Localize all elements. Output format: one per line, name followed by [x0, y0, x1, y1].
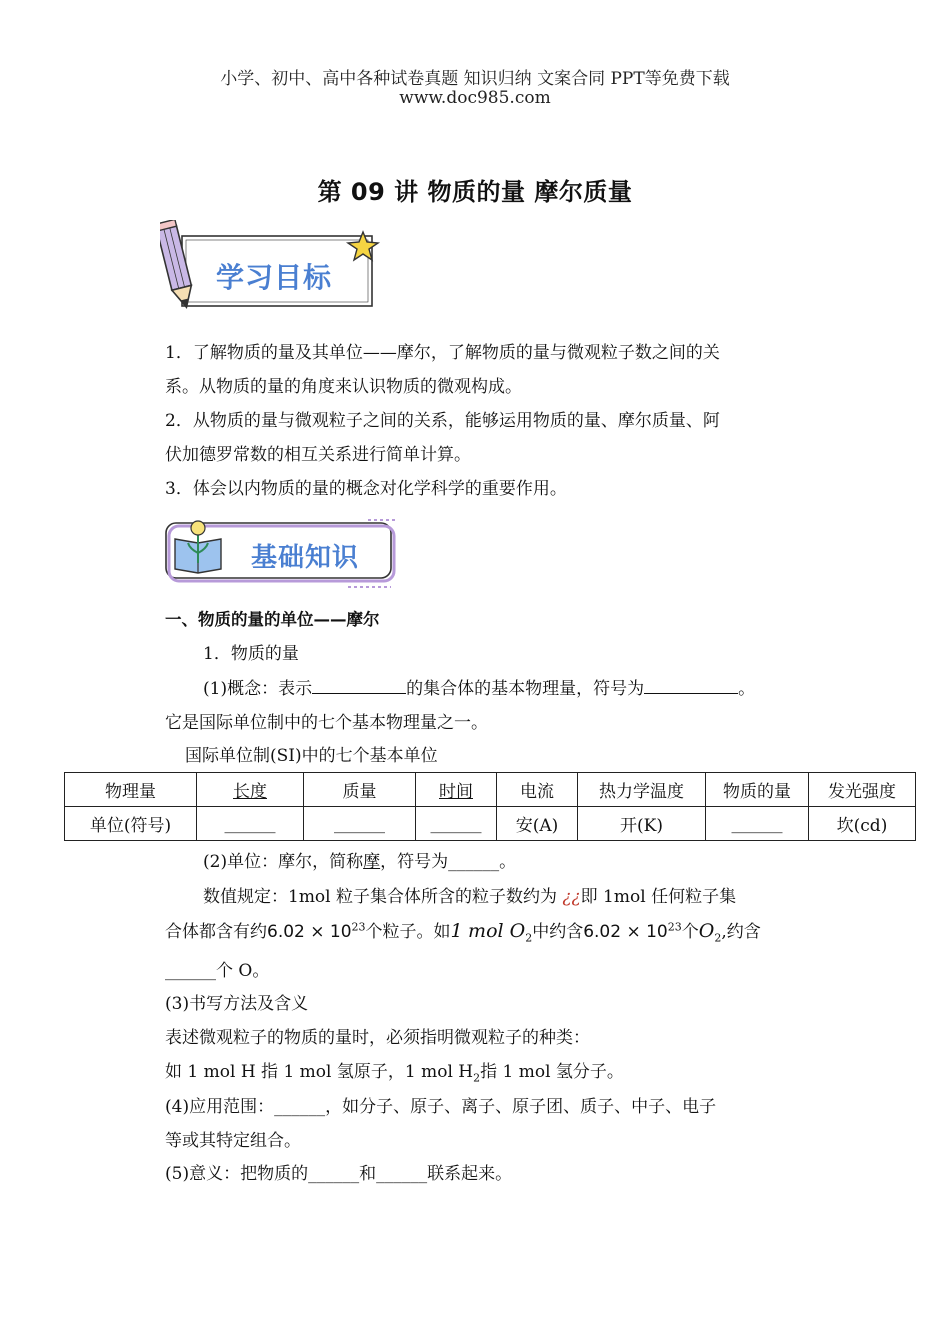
goal-line: 3．体会以内物质的量的概念对化学科学的重要作用。 — [165, 479, 567, 499]
fill-blank[interactable]: ______ — [448, 852, 500, 872]
table-caption: 国际单位制(SI)中的七个基本单位 — [185, 746, 438, 766]
goal-line: 系。从物质的量的角度来认识物质的微观构成。 — [165, 377, 522, 397]
si-units-table — [64, 772, 916, 841]
table-cell[interactable]: ______ — [706, 807, 809, 841]
subscript: 2 — [714, 931, 722, 945]
subsection-title: 1．物质的量 — [203, 644, 299, 664]
text: 和 — [359, 1164, 377, 1184]
table-cell: 物理量 — [65, 773, 197, 807]
table-cell: 质量 — [304, 773, 416, 807]
learning-goals-badge — [160, 220, 385, 315]
goal-line: 1．了解物质的量及其单位——摩尔，了解物质的量与微观粒子数之间的关 — [165, 343, 720, 363]
text: 联系起来。 — [427, 1164, 513, 1184]
avogadro-value: 6.02 × 10 — [583, 922, 668, 942]
table-cell: 开(K) — [578, 807, 706, 841]
table-cell[interactable]: ______ — [197, 807, 304, 841]
goal-line: 伏加德罗常数的相互关系进行简单计算。 — [165, 445, 471, 465]
text: (4)应用范围： — [165, 1097, 275, 1117]
table-cell: 坎(cd) — [809, 807, 916, 841]
basic-knowledge-label: 基础知识 — [251, 543, 360, 573]
unit-text-e: 。 — [499, 852, 517, 872]
exponent: 23 — [351, 920, 366, 934]
writing-heading: (3)书写方法及含义 — [165, 994, 309, 1014]
text: 中约含 — [532, 922, 584, 942]
fill-blank[interactable]: ______ — [165, 961, 216, 981]
concept-line-2: 它是国际单位制中的七个基本物理量之一。 — [165, 713, 488, 733]
formula: mol O — [468, 920, 526, 942]
scope-line-2: 等或其特定组合。 — [165, 1131, 301, 1151]
table-cell: 时间 — [416, 773, 497, 807]
writing-line: 表述微观粒子的物质的量时，必须指明微观粒子的种类： — [165, 1028, 590, 1048]
text: ，如分子、原子、离子、原子团、质子、中子、电子 — [325, 1097, 717, 1117]
meaning-line — [165, 1159, 512, 1184]
formula: 1 — [450, 920, 463, 942]
site-header-line1: 小学、初中、高中各种试卷真题 知识归纳 文案合同 PPT等免费下载 — [220, 69, 730, 89]
fill-blank[interactable]: ______ — [274, 1097, 326, 1117]
concept-text-a: (1)概念：表示 — [203, 679, 313, 699]
table-cell: 热力学温度 — [578, 773, 706, 807]
garbled-mark: ¿¿ — [562, 887, 581, 907]
table-row — [65, 773, 916, 807]
goal-line: 2．从物质的量与微观粒子之间的关系，能够运用物质的量、摩尔质量、阿 — [165, 411, 720, 431]
table-cell[interactable]: ______ — [304, 807, 416, 841]
table-cell: 长度 — [197, 773, 304, 807]
exponent: 23 — [667, 920, 682, 934]
concept-text-b: 的集合体的基本物理量，符号为 — [406, 679, 645, 699]
table-row — [65, 807, 916, 841]
fill-blank[interactable] — [312, 677, 406, 694]
basic-knowledge-badge — [163, 517, 398, 589]
text: 个 O。 — [216, 961, 270, 981]
unit-text-a: (2)单位：摩尔，简称 — [203, 852, 364, 872]
table-cell: 物质的量 — [706, 773, 809, 807]
text: 个粒子。如 — [365, 922, 451, 942]
table-cell: 安(A) — [497, 807, 578, 841]
number-rule-text-b: 即 1mol 任何粒子集 — [580, 887, 737, 907]
text: ,约含 — [721, 922, 761, 942]
unit-text-b: 摩 — [363, 852, 381, 872]
number-rule-line — [203, 882, 736, 907]
text: 合体都含有约 — [165, 922, 267, 942]
fill-blank[interactable]: ______ — [308, 1164, 360, 1184]
table-cell[interactable]: ______ — [416, 807, 497, 841]
unit-line — [203, 847, 516, 872]
unit-text-c: ，符号为 — [380, 852, 449, 872]
number-rule-text-a: 数值规定：1mol 粒子集合体所含的粒子数约为 — [203, 887, 563, 907]
text: 指 1 mol 氢分子。 — [480, 1062, 624, 1082]
concept-text-c: 。 — [738, 679, 756, 699]
text: (5)意义：把物质的 — [165, 1164, 309, 1184]
writing-example — [165, 1057, 624, 1084]
table-cell: 电流 — [497, 773, 578, 807]
subscript: 2 — [473, 1071, 481, 1085]
number-rule-line-2 — [165, 917, 761, 944]
number-rule-line-3 — [165, 956, 269, 981]
table-cell: 单位(符号) — [65, 807, 197, 841]
page-title: 第 09 讲 物质的量 摩尔质量 — [317, 178, 633, 206]
fill-blank[interactable]: ______ — [376, 1164, 428, 1184]
concept-line — [203, 674, 755, 699]
table-cell: 发光强度 — [809, 773, 916, 807]
learning-goals-label: 学习目标 — [216, 261, 333, 294]
site-header-url: www.doc985.com — [399, 88, 551, 108]
fill-blank[interactable] — [644, 677, 738, 694]
formula: O — [698, 920, 715, 942]
text: 如 1 mol H 指 1 mol 氢原子，1 mol H — [165, 1062, 474, 1082]
section-heading: 一、物质的量的单位——摩尔 — [165, 610, 380, 629]
text: 个 — [681, 922, 699, 942]
scope-line — [165, 1092, 716, 1117]
subscript: 2 — [525, 931, 533, 945]
avogadro-value: 6.02 × 10 — [267, 922, 352, 942]
